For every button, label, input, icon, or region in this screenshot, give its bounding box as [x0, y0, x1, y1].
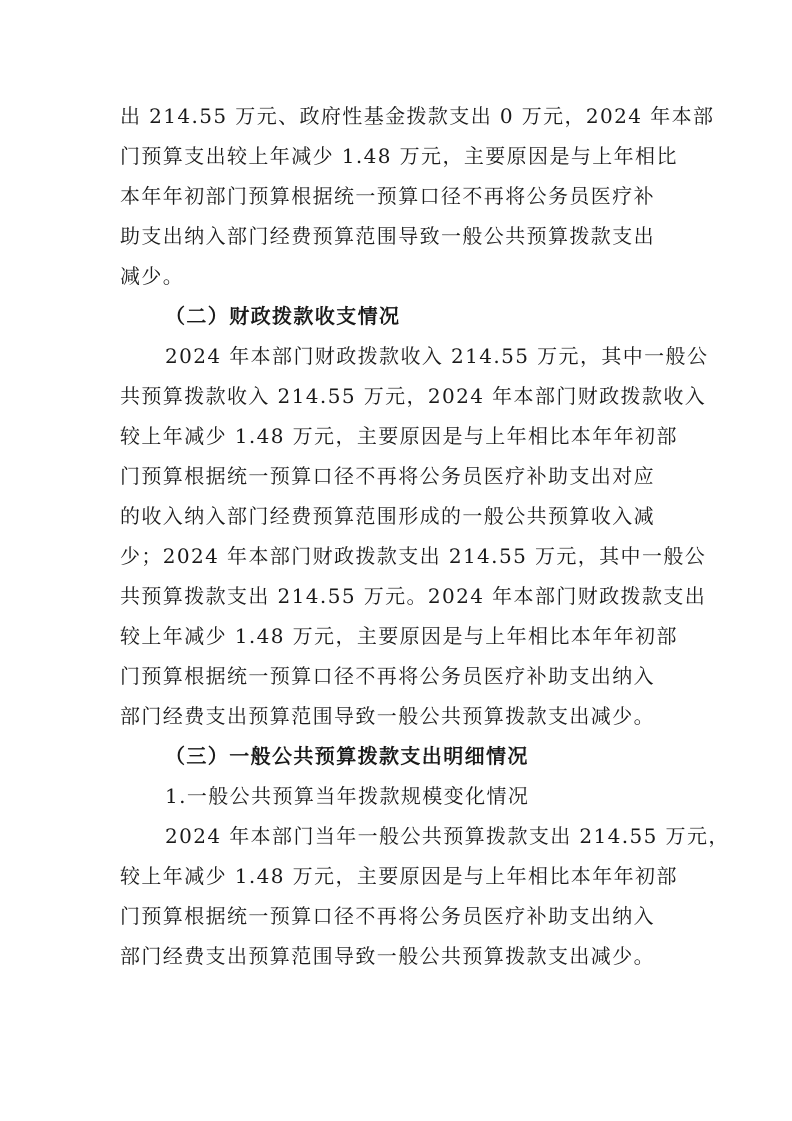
text-line: 助支出纳入部门经费预算范围导致一般公共预算拨款支出	[120, 224, 655, 248]
text-line: 门预算支出较上年减少 1.48 万元，主要原因是与上年相比	[120, 144, 678, 168]
text-line: 共预算拨款支出 214.55 万元。2024 年本部门财政拨款支出	[120, 584, 707, 608]
text-line: 部门经费支出预算范围导致一般公共预算拨款支出减少。	[120, 944, 655, 968]
subsection-heading: 1.一般公共预算当年拨款规模变化情况	[165, 784, 530, 808]
text-line: 较上年减少 1.48 万元，主要原因是与上年相比本年年初部	[120, 864, 678, 888]
text-line: 部门经费支出预算范围导致一般公共预算拨款支出减少。	[120, 704, 655, 728]
text-line: 本年年初部门预算根据统一预算口径不再将公务员医疗补	[120, 184, 655, 208]
text-line: 少；2024 年本部门财政拨款支出 214.55 万元，其中一般公	[120, 544, 707, 568]
paragraph-fiscal-funds	[120, 336, 709, 736]
text-line: 门预算根据统一预算口径不再将公务员医疗补助支出纳入	[120, 904, 655, 928]
text-line: 门预算根据统一预算口径不再将公务员医疗补助支出对应	[120, 464, 655, 488]
text-line: 的收入纳入部门经费预算范围形成的一般公共预算收入减	[120, 504, 655, 528]
text-line: 减少。	[120, 264, 185, 288]
text-line: 门预算根据统一预算口径不再将公务员医疗补助支出纳入	[120, 664, 655, 688]
document-body	[120, 96, 730, 976]
text-line: 共预算拨款收入 214.55 万元，2024 年本部门财政拨款收入	[120, 384, 707, 408]
text-line: 出 214.55 万元、政府性基金拨款支出 0 万元，2024 年本部	[120, 104, 715, 128]
paragraph-continued	[120, 96, 715, 296]
section-heading-fiscal-funds: （二）财政拨款收支情况	[165, 304, 401, 328]
paragraph-general-budget	[120, 816, 730, 976]
section-heading-general-budget: （三）一般公共预算拨款支出明细情况	[165, 744, 529, 768]
text-line: 较上年减少 1.48 万元，主要原因是与上年相比本年年初部	[120, 424, 678, 448]
text-line: 2024 年本部门财政拨款收入 214.55 万元，其中一般公	[165, 344, 709, 368]
text-line: 2024 年本部门当年一般公共预算拨款支出 214.55 万元，	[165, 824, 730, 848]
text-line: 较上年减少 1.48 万元，主要原因是与上年相比本年年初部	[120, 624, 678, 648]
